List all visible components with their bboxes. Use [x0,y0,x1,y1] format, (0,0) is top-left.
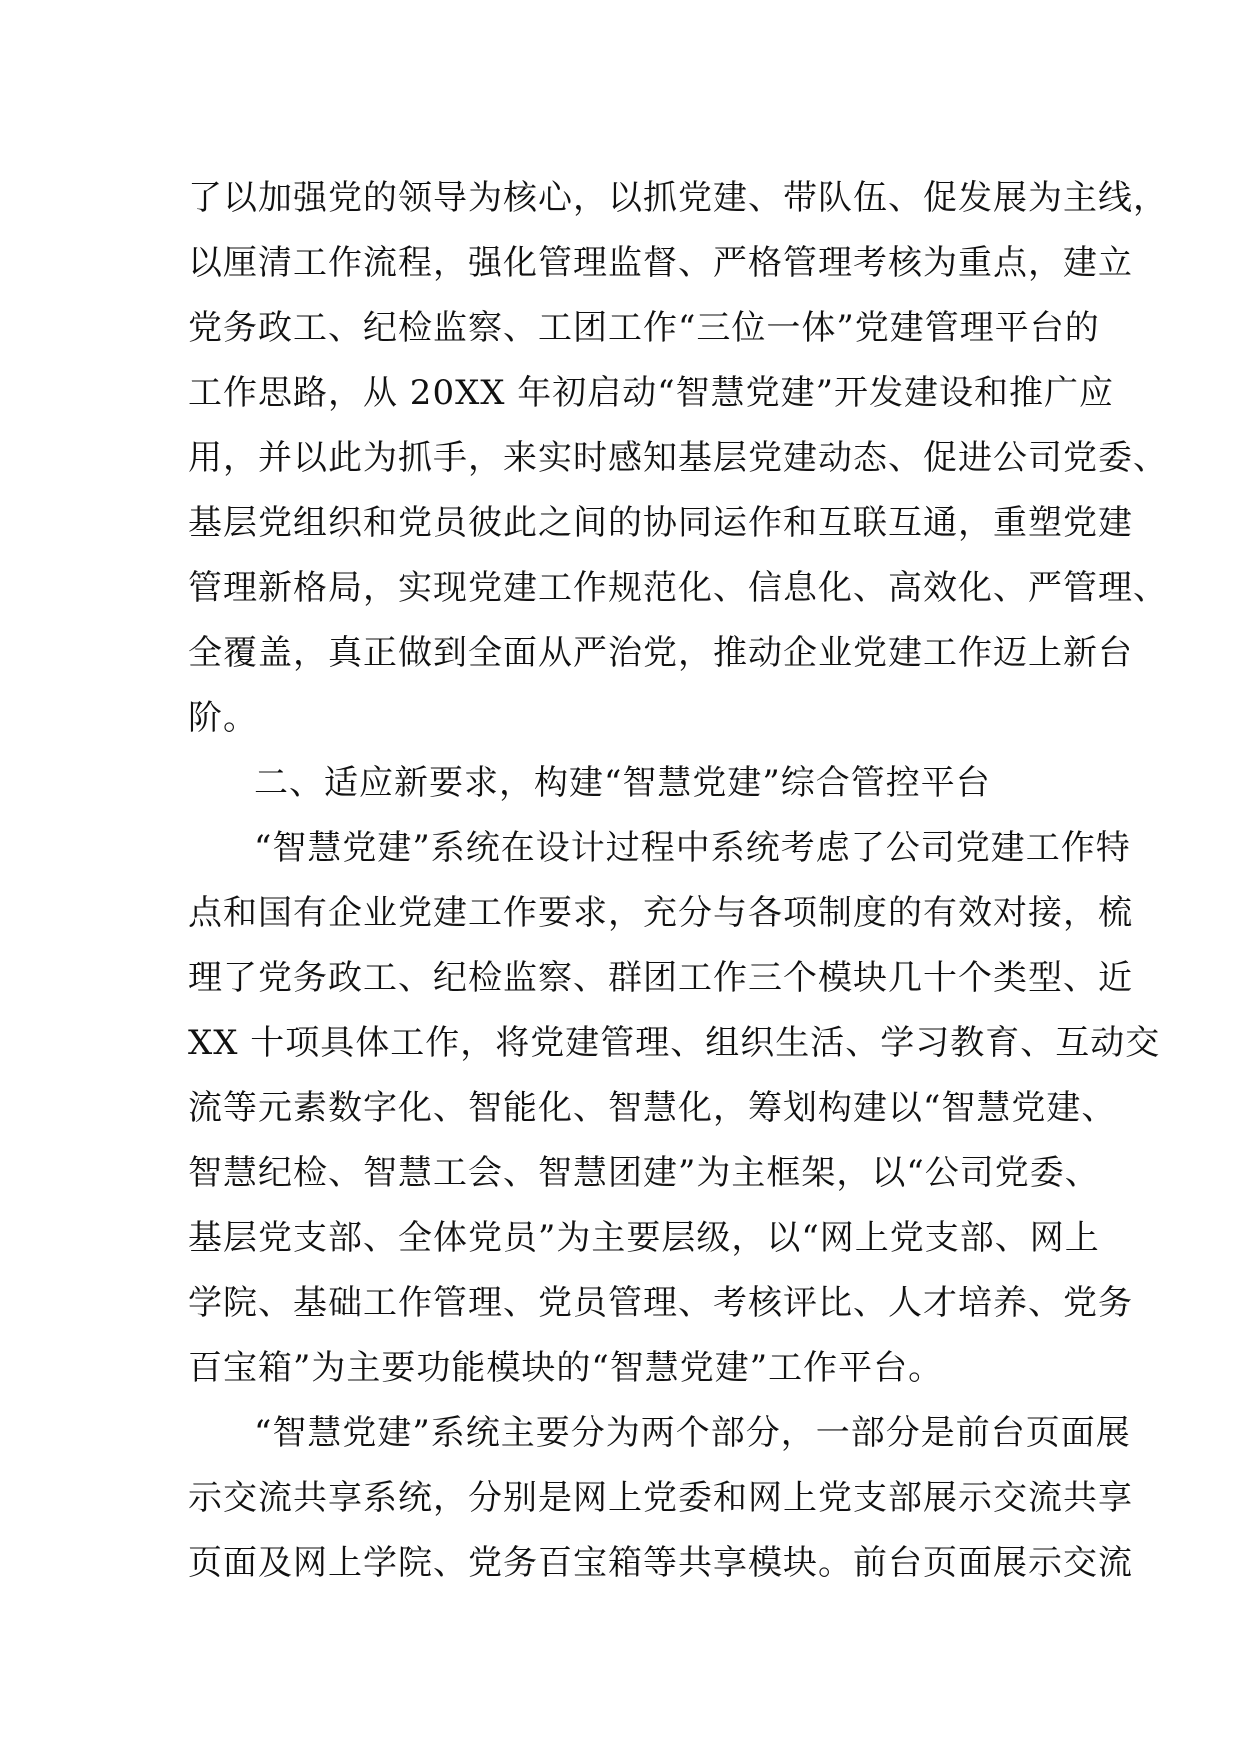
paragraph-line: 基层党支部、全体党员”为主要层级，以“网上党支部、网上 [188,1218,1100,1258]
paragraph-line: 学院、基础工作管理、党员管理、考核评比、人才培养、党务 [188,1283,1133,1323]
paragraph-line: 页面及网上学院、党务百宝箱等共享模块。前台页面展示交流 [188,1543,1133,1583]
paragraph-line: 了以加强党的领导为核心，以抓党建、带队伍、促发展为主线， [188,178,1168,218]
paragraph-line: 百宝箱”为主要功能模块的“智慧党建”工作平台。 [188,1348,944,1388]
paragraph-line: 理了党务政工、纪检监察、群团工作三个模块几十个类型、近 [188,958,1133,998]
paragraph-line: 用，并以此为抓手，来实时感知基层党建动态、促进公司党委、 [188,438,1168,478]
paragraph-line: “智慧党建”系统在设计过程中系统考虑了公司党建工作特 [254,828,1131,868]
paragraph-line: 流等元素数字化、智能化、智慧化，筹划构建以“智慧党建、 [188,1088,1117,1128]
paragraph-line: 管理新格局，实现党建工作规范化、信息化、高效化、严管理、 [188,568,1168,608]
paragraph-line: 全覆盖，真正做到全面从严治党，推动企业党建工作迈上新台 [188,633,1133,673]
paragraph-line: 工作思路，从 20XX 年初启动“智慧党建”开发建设和推广应 [188,373,1115,413]
paragraph-line: 基层党组织和党员彼此之间的协同运作和互联互通，重塑党建 [188,503,1133,543]
paragraph-line: 阶。 [188,698,258,738]
paragraph-line: 智慧纪检、智慧工会、智慧团建”为主框架，以“公司党委、 [188,1153,1100,1193]
paragraph-line: XX 十项具体工作，将党建管理、组织生活、学习教育、互动交 [188,1023,1161,1063]
section-heading: 二、适应新要求，构建“智慧党建”综合管控平台 [254,763,991,803]
paragraph-line: 示交流共享系统，分别是网上党委和网上党支部展示交流共享 [188,1478,1133,1518]
paragraph-line: “智慧党建”系统主要分为两个部分，一部分是前台页面展 [254,1413,1131,1453]
paragraph-line: 点和国有企业党建工作要求，充分与各项制度的有效对接，梳 [188,893,1133,933]
paragraph-line: 党务政工、纪检监察、工团工作“三位一体”党建管理平台的 [188,308,1100,348]
paragraph-line: 以厘清工作流程，强化管理监督、严格管理考核为重点，建立 [188,243,1133,283]
